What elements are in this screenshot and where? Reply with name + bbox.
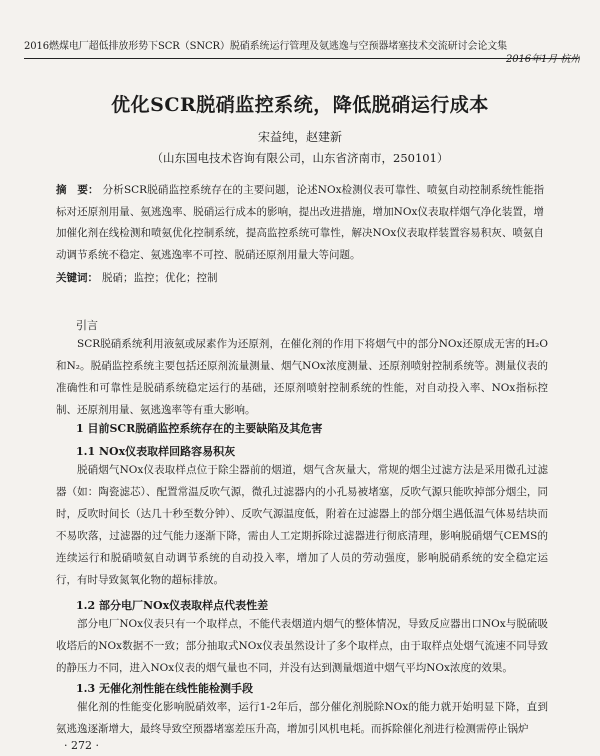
running-header [24,40,580,66]
abstract-label: 摘 要： [56,184,99,196]
header-divider [24,58,578,59]
section-1-2-paragraph: 部分电厂NOx仪表只有一个取样点，不能代表烟道内烟气的整体情况，导致反应器出口NOx与脱硫吸收塔后的NOx数据不一致；部分抽取式NOx仪表虽然设计了多个取样点，由于取样点处烟气流速不同导致的静压力不同，进入NOx仪表的烟气量也不同，并没有达到测量烟道中烟气平均NOx浓度的效果。 [56,618,548,674]
running-header-left: 2016燃煤电厂超低排放形势下SCR（SNCR）脱硝系统运行管理及氨逃逸与空预器堵塞技术交流研讨会论文集 [24,41,508,52]
section-1-1-paragraph: 脱硝烟气NOx仪表取样点位于除尘器前的烟道，烟气含灰量大，常规的烟尘过滤方法是采用微孔过滤器（如：陶瓷滤芯）、配置常温反吹气源，微孔过滤器内的小孔易被堵塞，反吹气源只能吹掉部分烟尘，同时，反吹时间长（达几十秒至数分钟）、反吹气源温度低，附着在过滤器上的部分烟尘遇低温气体易结块而不易吹落，过滤器的过气能力逐渐下降，需由人工定期拆除过滤器进行彻底清理，影响脱硝烟气CEMS的连续运行和脱硝喷氨自动调节系统的自动投入率，增加了人员的劳动强度，影响脱硝系统的安全稳定运行，有时导致氮氧化物的超标排放。 [56,464,548,586]
abstract-text: 分析SCR脱硝监控系统存在的主要问题，论述NOx检测仪表可靠性、喷氨自动控制系统性能指标对还原剂用量、氨逃逸率、脱硝运行成本的影响，提出改进措施，增加NOx仪表取样烟气净化装置，增加催化剂在线检测和喷氨优化控制系统，提高监控系统可靠性，解决NOx仪表取样装置容易积灰、喷氨自动调节系统不稳定、氨逃逸率不可控、脱硝还原剂用量大等问题。 [56,184,544,261]
section-1-1-heading: 1.1 NOx仪表取样回路容易积灰 [76,445,236,458]
keywords-text: 脱硝；监控；优化；控制 [102,272,218,284]
authors: 宋益纯，赵建新 [257,130,342,144]
abstract [56,180,544,266]
page-number: · 272 · [64,739,99,752]
affiliation: （山东国电技术咨询有限公司，山东省济南市，250101） [151,151,449,165]
running-header-right: 2016年1月 杭州 [506,54,580,65]
section-1-2-heading: 1.2 部分电厂NOx仪表取样点代表性差 [76,599,269,612]
keywords-label: 关键词： [56,272,98,284]
intro-heading: 引言 [76,319,98,332]
section-1-3-paragraph: 催化剂的性能变化影响脱硝效率，运行1-2年后，部分催化剂脱除NOx的能力就开始明显下降，直到氨逃逸逐渐增大，最终导致空预器堵塞差压升高，增加引风机电耗。而拆除催化剂进行检测需停止锅炉 [56,701,548,735]
section-1-3-heading: 1.3 无催化剂性能在线性能检测手段 [76,682,253,695]
section-1-heading: 1 目前SCR脱硝监控系统存在的主要缺陷及其危害 [76,422,323,435]
intro-paragraph: SCR脱硝系统利用液氨或尿素作为还原剂，在催化剂的作用下将烟气中的部分NOx还原成无害的H₂O和N₂。脱硝监控系统主要包括还原剂流量测量、烟气NOx浓度测量、还原剂喷射控制系统等。测量仪表的准确性和可靠性是脱硝系统稳定运行的基础，还原剂喷射控制系统的性能，对自动投入率、NOx指标控制、还原剂用量、氨逃逸率等有重大影响。 [56,338,548,416]
paper-title: 优化SCR脱硝监控系统，降低脱硝运行成本 [111,94,489,116]
keywords [56,270,544,285]
